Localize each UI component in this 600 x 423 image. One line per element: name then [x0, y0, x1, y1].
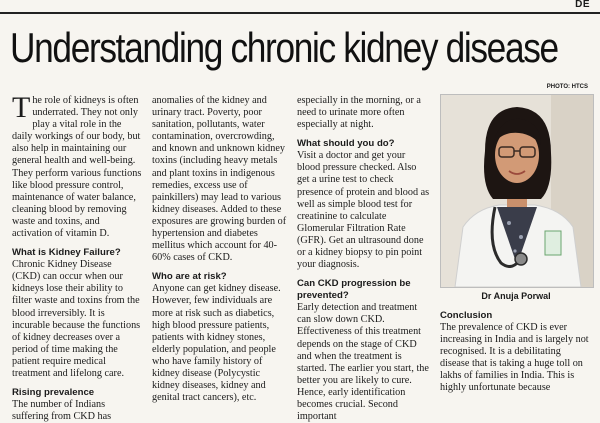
section-tag: DE: [575, 0, 590, 10]
paragraph-what-to-do: Visit a doctor and get your blood pressure checked. Also get a urine test to check presence of protein and blood as well as simple blood test for creatinine to calculate Glomerular Filtration Rate (GFR). Get an ultrasound done or a kidney biopsy to pin point your diagnosis.: [297, 150, 430, 271]
paragraph-prevention: Early detection and treatment can slow down CKD. Effectiveness of this treatment depends on the stage of CKD and when the treatment is started. The earlier you start, the better you are likely to cure. Hence, early identification becomes crucial. Second important: [297, 302, 429, 423]
article-column-3: [297, 95, 430, 423]
heading-what-to-do: What should you do?: [297, 138, 395, 150]
heading-conclusion: Conclusion: [440, 310, 493, 321]
drop-cap: T: [12, 91, 31, 124]
doctor-portrait-photo: [440, 94, 594, 288]
header-rule: [0, 12, 600, 14]
paragraph-causes: anomalies of the kidney and urinary tract. Poverty, poor sanitation, pollutants, water contamination, overcrowding, and known and unknown kidney toxins (including heavy metals and plant toxins in indigenous remedies, excess use of painkillers) may lead to various kidney diseases. Added to these exposures are growing burden of hypertension and diabetes mellitus which account for 40-60% cases of CKD.: [152, 95, 287, 264]
page-header-bar: [0, 0, 600, 14]
photo-credit: PHOTO: HTCS: [546, 84, 588, 90]
heading-rising-prevalence: Rising prevalence: [12, 387, 95, 399]
paragraph-conclusion: The prevalence of CKD is ever increasing in India and is largely not recognised. It is a debilitating disease that is taking a huge toll on lakhs of families in India. This is highly unfortunate because: [440, 322, 589, 394]
photo-caption: Dr Anuja Porwal: [481, 291, 551, 301]
intro-text: he role of kidneys is often underrated. They not only play a vital role in the daily workings of our body, but also help in maintaining our general health and well-being. They perform various functions like blood pressure control, maintenance of water balance, cleaning blood by removing waste and toxins, and activation of vitamin D.: [12, 95, 142, 240]
headline: Understanding chronic kidney disease: [10, 24, 558, 71]
heading-kidney-failure: What is Kidney Failure?: [12, 247, 121, 259]
article-column-4: [440, 310, 590, 395]
paragraph-at-risk: Anyone can get kidney disease. However, few individuals are more at risk such as diabetics, high blood pressure patients, patients with kidney stones, elderly population, and people who have family history of kidney disease (Polycystic kidney diseases, kidney and genital tract cancers), etc.: [152, 283, 281, 404]
intro-paragraph: [12, 91, 142, 240]
portrait-illustration: [441, 95, 593, 287]
paragraph-symptoms: especially in the morning, or a need to urinate more often especially at night.: [297, 95, 421, 131]
paragraph-rising-prevalence: The number of Indians suffering from CKD has: [12, 399, 112, 423]
article-column-1: [12, 91, 142, 423]
heading-at-risk: Who are at risk?: [152, 271, 227, 283]
article-column-2: [152, 95, 287, 404]
paragraph-kidney-failure: Chronic Kidney Disease (CKD) can occur when our kidneys lose their ability to filter waste and toxins from the blood irreversibly. It is incurable because the functions of kidney decreases over a period of time making the patient require medical treatment and lifelong care.: [12, 259, 141, 379]
heading-prevention: Can CKD progression be prevented?: [297, 278, 411, 302]
